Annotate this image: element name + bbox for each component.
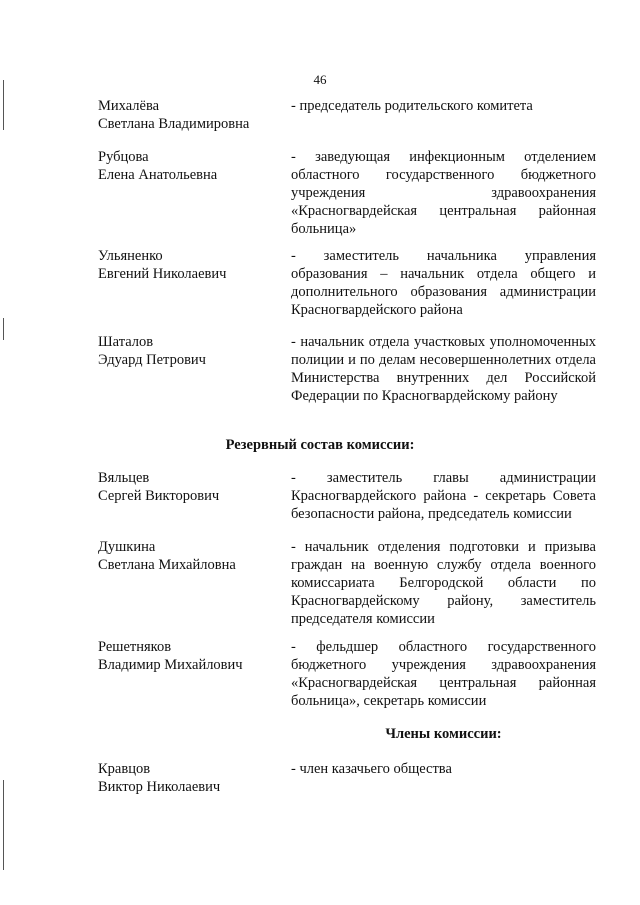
scan-edge-line (3, 318, 4, 340)
member-given-names: Светлана Михайловна (98, 557, 236, 573)
member-surname: Душкина (98, 539, 156, 555)
member-name (98, 247, 278, 283)
member-name (98, 760, 278, 796)
member-role: - заместитель главы администрации Красногвардейского района - секретарь Совета безопасности района, председатель комиссии (291, 470, 596, 522)
member-surname: Михалёва (98, 98, 160, 114)
member-given-names: Виктор Николаевич (98, 779, 221, 795)
member-role: - начальник отделения подготовки и призыва граждан на военную службу отдела военного комиссариата Белгородской области по Красногвардейскому району, заместитель председателя комиссии (291, 539, 596, 627)
member-name (98, 469, 278, 505)
member-role: - заведующая инфекционным отделением областного государственного бюджетного учреждения здравоохранения «Красногвардейская центральная районная больница» (291, 149, 596, 237)
member-role: - заместитель начальника управления образования – начальник отдела общего и дополнительного образования администрации Красногвардейского района (291, 248, 596, 318)
reserve-section-heading: Резервный состав комиссии: (225, 437, 415, 453)
member-surname: Шаталов (98, 334, 154, 350)
member-given-names: Светлана Владимировна (98, 116, 250, 132)
member-name (98, 148, 278, 184)
member-name (98, 97, 278, 133)
member-surname: Рубцова (98, 149, 149, 165)
member-role: - фельдшер областного государственного бюджетного учреждения здравоохранения «Красногвардейская центральная районная больница», секретарь комиссии (291, 639, 596, 709)
member-surname: Ульяненко (98, 248, 163, 264)
member-name (98, 333, 278, 369)
member-given-names: Елена Анатольевна (98, 167, 218, 183)
member-surname: Решетняков (98, 639, 172, 655)
scan-edge-line (3, 780, 4, 870)
member-role: - член казачьего общества (291, 761, 452, 777)
page-number: 46 (313, 72, 327, 87)
member-given-names: Сергей Викторович (98, 488, 220, 504)
member-surname: Кравцов (98, 761, 151, 777)
member-surname: Вяльцев (98, 470, 150, 486)
member-name (98, 638, 278, 674)
member-given-names: Евгений Николаевич (98, 266, 227, 282)
members-section-heading: Члены комиссии: (385, 726, 502, 742)
member-name (98, 538, 278, 574)
member-given-names: Эдуард Петрович (98, 352, 206, 368)
member-role: - начальник отдела участковых уполномоченных полиции и по делам несовершеннолетних отдела Министерства внутренних дел Российской Федерации по Красногвардейскому району (291, 334, 596, 404)
member-role: - председатель родительского комитета (291, 98, 533, 114)
member-given-names: Владимир Михайлович (98, 657, 243, 673)
